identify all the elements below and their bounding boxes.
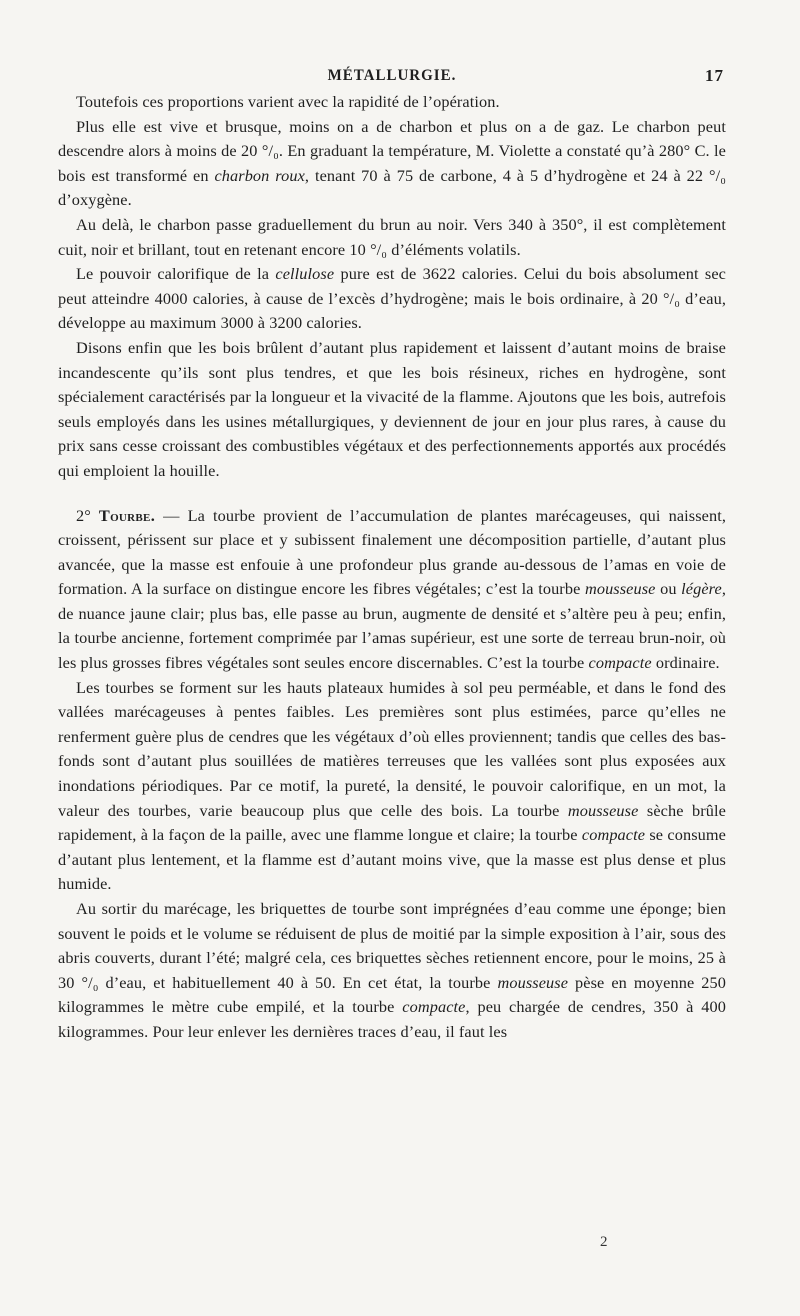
text-run: Au sortir du marécage, les briquettes de tourbe sont imprégnées d’eau comme une éponge; bien souvent le poids et le volume se réduisent de plus de moitié par la simple exposition à l’air, sous des abris couverts, durant l’été; malgré cela, ces briquettes sèches retiennent encore, pour le moins, 25 à 30 °/₀ d’eau, et habituellement 40 à 50. En cet état, la tourbe [58,899,726,992]
text-run: pèse en moyenne 250 kilogrammes le mètre cube empilé, et la tourbe [58,972,726,1017]
section-heading: Tourbe. [98,505,156,525]
text-run: Le pouvoir calorifique de la [76,264,276,284]
text-run: , peu chargée de cendres, 350 à 400 kilogrammes. Pour leur enlever les dernières traces d’eau, il faut les [58,997,726,1041]
paragraph [58,336,726,484]
italic-term: charbon roux [214,165,305,185]
paragraph [58,504,726,676]
page-header [58,60,726,90]
italic-term: compacte [588,653,652,673]
paragraph [58,115,726,213]
paragraph [58,262,726,336]
running-head: MÉTALLURGIE. [327,67,457,85]
text-run: ou [655,579,682,599]
book-page [58,60,726,1045]
text-run: 2° [76,505,99,525]
paragraph [58,213,726,262]
text-run: , de nuance jaune clair; plus bas, elle passe au brun, augmente de densité et s’altère peu à peu; enfin, la tourbe ancienne, fortement comprimée par l’amas supérieur, est une sorte de terreau brun-noir, où les plus grosses fibres végétales sont seules encore discernables. C’est la tourbe [58,579,726,673]
page-number: 17 [705,66,724,85]
text-run: Les tourbes se forment sur les hauts plateaux humides à sol peu perméable, et dans le fond des vallées marécageuses à pentes faibles. Les premières sont plus estimées, parce qu’elles ne renferment guère plus de cendres que les végétaux d’où elles proviennent; tandis que celles des bas-fonds sont d’autant plus souillées de matières terreuses que les vallées sont plus exposées aux inondations périodiques. Par ce motif, la pureté, la densité, le pouvoir calorifique, en un mot, la valeur des tourbes, varie beaucoup plus que celle des bois. La tourbe [58,677,726,820]
italic-term: légère [681,579,722,599]
text-run: Toutefois ces proportions varient avec la rapidité de l’opération. [76,92,500,111]
italic-term: compacte [581,825,646,845]
italic-term: compacte [402,997,466,1017]
printer-signature-mark: 2 [600,1234,608,1250]
text-run: Disons enfin que les bois brûlent d’autant plus rapidement et laissent d’autant moins de braise incandescente qu’ils sont plus tendres, et que les bois résineux, riches en hydrogène, sont spécialement caractérisés par la longueur et la vivacité de la flamme. Ajoutons que les bois, autrefois seuls employés dans les usines métallurgiques, y deviennent de jour en jour plus rares, à cause du prix sans cesse croissant des combustibles végétaux et des perfectionnements apportés aux procédés qui emploient la houille. [58,337,726,480]
body-text [58,90,726,1045]
italic-term: mousseuse [584,579,656,599]
text-run: Au delà, le charbon passe graduellement du brun au noir. Vers 340 à 350°, il est complètement cuit, noir et brillant, tout en retenant encore 10 °/₀ d’éléments volatils. [58,214,726,259]
text-run: Plus elle est vive et brusque, moins on a de charbon et plus on a de gaz. Le charbon peut descendre alors à moins de 20 °/₀. En graduant la température, M. Violette a constaté qu’à 280° C. le bois est transformé en [58,116,726,185]
paragraph [58,897,726,1045]
italic-term: mousseuse [567,800,639,820]
text-run: , tenant 70 à 75 de carbone, 4 à 5 d’hydrogène et 24 à 22 °/₀ d’oxygène. [58,165,727,210]
text-run: sèche brûle rapidement, à la façon de la paille, avec une flamme longue et claire; la tourbe [58,800,727,845]
text-run: ordinaire. [651,653,720,673]
paragraph [58,676,726,897]
italic-term: mousseuse [497,972,569,992]
text-run: — La tourbe provient de l’accumulation de plantes marécageuses, qui naissent, croissent, périssent sur place et y subissent finalement une décomposition partielle, d’autant plus avancée, que la masse est enfouie à une profondeur plus grande au-dessous de l’amas en voie de formation. A la surface on distingue encore les fibres végétales; c’est la tourbe [58,505,727,599]
paragraph [58,90,726,115]
text-run: se consume d’autant plus lentement, et la flamme est d’autant moins vive, que la masse est plus dense et plus humide. [58,825,726,894]
italic-term: cellulose [275,264,335,284]
text-run: pure est de 3622 calories. Celui du bois absolument sec peut atteindre 4000 calories, à cause de l’excès d’hydrogène; mais le bois ordinaire, à 20 °/₀ d’eau, développe au maximum 3000 à 3200 calories. [58,264,726,333]
